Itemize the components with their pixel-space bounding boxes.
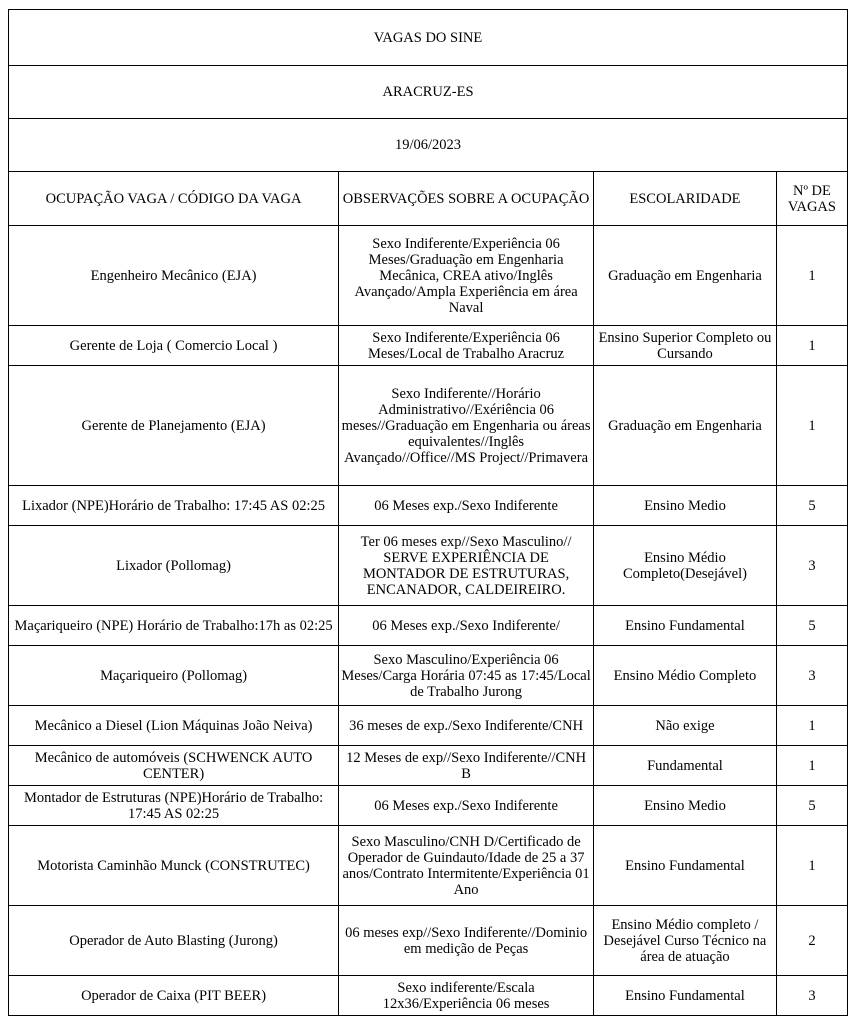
cell-occupation: Engenheiro Mecânico (EJA) [9, 226, 339, 326]
cell-notes: 12 Meses de exp//Sexo Indiferente//CNH B [339, 746, 594, 786]
table-row [9, 366, 848, 486]
cell-education: Graduação em Engenharia [594, 366, 777, 486]
cell-count: 1 [776, 366, 847, 486]
cell-notes: Sexo Indiferente/Experiência 06 Meses/Local de Trabalho Aracruz [339, 326, 594, 366]
cell-notes: Sexo indiferente/Escala 12x36/Experiência 06 meses [339, 976, 594, 1016]
cell-education: Ensino Médio completo / Desejável Curso Técnico na área de atuação [594, 906, 777, 976]
cell-occupation: Operador de Caixa (PIT BEER) [9, 976, 339, 1016]
cell-count: 1 [776, 706, 847, 746]
city-row [9, 66, 848, 119]
table-row [9, 976, 848, 1016]
cell-education: Não exige [594, 706, 777, 746]
date-row [9, 119, 848, 172]
table-row [9, 646, 848, 706]
cell-education: Ensino Fundamental [594, 976, 777, 1016]
cell-education: Ensino Fundamental [594, 826, 777, 906]
cell-occupation: Motorista Caminhão Munck (CONSTRUTEC) [9, 826, 339, 906]
cell-count: 2 [776, 906, 847, 976]
cell-count: 1 [776, 226, 847, 326]
cell-education: Ensino Medio [594, 786, 777, 826]
cell-occupation: Maçariqueiro (Pollomag) [9, 646, 339, 706]
cell-count: 5 [776, 486, 847, 526]
cell-notes: 06 Meses exp./Sexo Indiferente [339, 786, 594, 826]
cell-education: Ensino Superior Completo ou Cursando [594, 326, 777, 366]
city-label: ARACRUZ-ES [9, 66, 848, 119]
cell-occupation: Maçariqueiro (NPE) Horário de Trabalho:17h as 02:25 [9, 606, 339, 646]
table-row [9, 226, 848, 326]
table-row [9, 746, 848, 786]
cell-notes: 06 meses exp//Sexo Indiferente//Dominio em medição de Peças [339, 906, 594, 976]
table-row [9, 486, 848, 526]
table-row [9, 326, 848, 366]
cell-occupation: Operador de Auto Blasting (Jurong) [9, 906, 339, 976]
table-row [9, 606, 848, 646]
cell-count: 5 [776, 606, 847, 646]
cell-count: 1 [776, 326, 847, 366]
cell-occupation: Lixador (Pollomag) [9, 526, 339, 606]
cell-education: Ensino Medio [594, 486, 777, 526]
table-row [9, 826, 848, 906]
cell-occupation: Gerente de Loja ( Comercio Local ) [9, 326, 339, 366]
column-header-count: Nº DE VAGAS [776, 172, 847, 226]
cell-count: 3 [776, 526, 847, 606]
table-row [9, 786, 848, 826]
page-title: VAGAS DO SINE [9, 10, 848, 66]
cell-count: 3 [776, 976, 847, 1016]
table-row [9, 906, 848, 976]
cell-occupation: Montador de Estruturas (NPE)Horário de Trabalho: 17:45 AS 02:25 [9, 786, 339, 826]
cell-notes: Ter 06 meses exp//Sexo Masculino// SERVE EXPERIÊNCIA DE MONTADOR DE ESTRUTURAS, ENCANADOR, CALDEIREIRO. [339, 526, 594, 606]
column-header-occupation: OCUPAÇÃO VAGA / CÓDIGO DA VAGA [9, 172, 339, 226]
cell-count: 5 [776, 786, 847, 826]
column-header-row [9, 172, 848, 226]
cell-occupation: Lixador (NPE)Horário de Trabalho: 17:45 AS 02:25 [9, 486, 339, 526]
job-openings-table [8, 9, 848, 1016]
cell-notes: Sexo Indiferente/Experiência 06 Meses/Graduação em Engenharia Mecânica, CREA ativo/Inglês Avançado/Ampla Experiência em área Naval [339, 226, 594, 326]
cell-notes: Sexo Masculino/Experiência 06 Meses/Carga Horária 07:45 as 17:45/Local de Trabalho Jurong [339, 646, 594, 706]
cell-education: Ensino Médio Completo(Desejável) [594, 526, 777, 606]
cell-notes: 06 Meses exp./Sexo Indiferente [339, 486, 594, 526]
cell-notes: Sexo Masculino/CNH D/Certificado de Operador de Guindauto/Idade de 25 a 37 anos/Contrato Intermitente/Experiência 01 Ano [339, 826, 594, 906]
cell-education: Ensino Médio Completo [594, 646, 777, 706]
cell-notes: 06 Meses exp./Sexo Indiferente/ [339, 606, 594, 646]
cell-count: 1 [776, 826, 847, 906]
title-row [9, 10, 848, 66]
cell-notes: 36 meses de exp./Sexo Indiferente/CNH [339, 706, 594, 746]
column-header-notes: OBSERVAÇÕES SOBRE A OCUPAÇÃO [339, 172, 594, 226]
cell-count: 3 [776, 646, 847, 706]
cell-occupation: Gerente de Planejamento (EJA) [9, 366, 339, 486]
cell-count: 1 [776, 746, 847, 786]
cell-notes: Sexo Indiferente//Horário Administrativo//Exériência 06 meses//Graduação em Engenharia ou áreas equivalentes//Inglês Avançado//Office//MS Project//Primavera [339, 366, 594, 486]
cell-occupation: Mecânico de automóveis (SCHWENCK AUTO CENTER) [9, 746, 339, 786]
date-label: 19/06/2023 [9, 119, 848, 172]
cell-education: Graduação em Engenharia [594, 226, 777, 326]
cell-education: Ensino Fundamental [594, 606, 777, 646]
column-header-education: ESCOLARIDADE [594, 172, 777, 226]
cell-occupation: Mecânico a Diesel (Lion Máquinas João Neiva) [9, 706, 339, 746]
table-row [9, 526, 848, 606]
cell-education: Fundamental [594, 746, 777, 786]
table-row [9, 706, 848, 746]
